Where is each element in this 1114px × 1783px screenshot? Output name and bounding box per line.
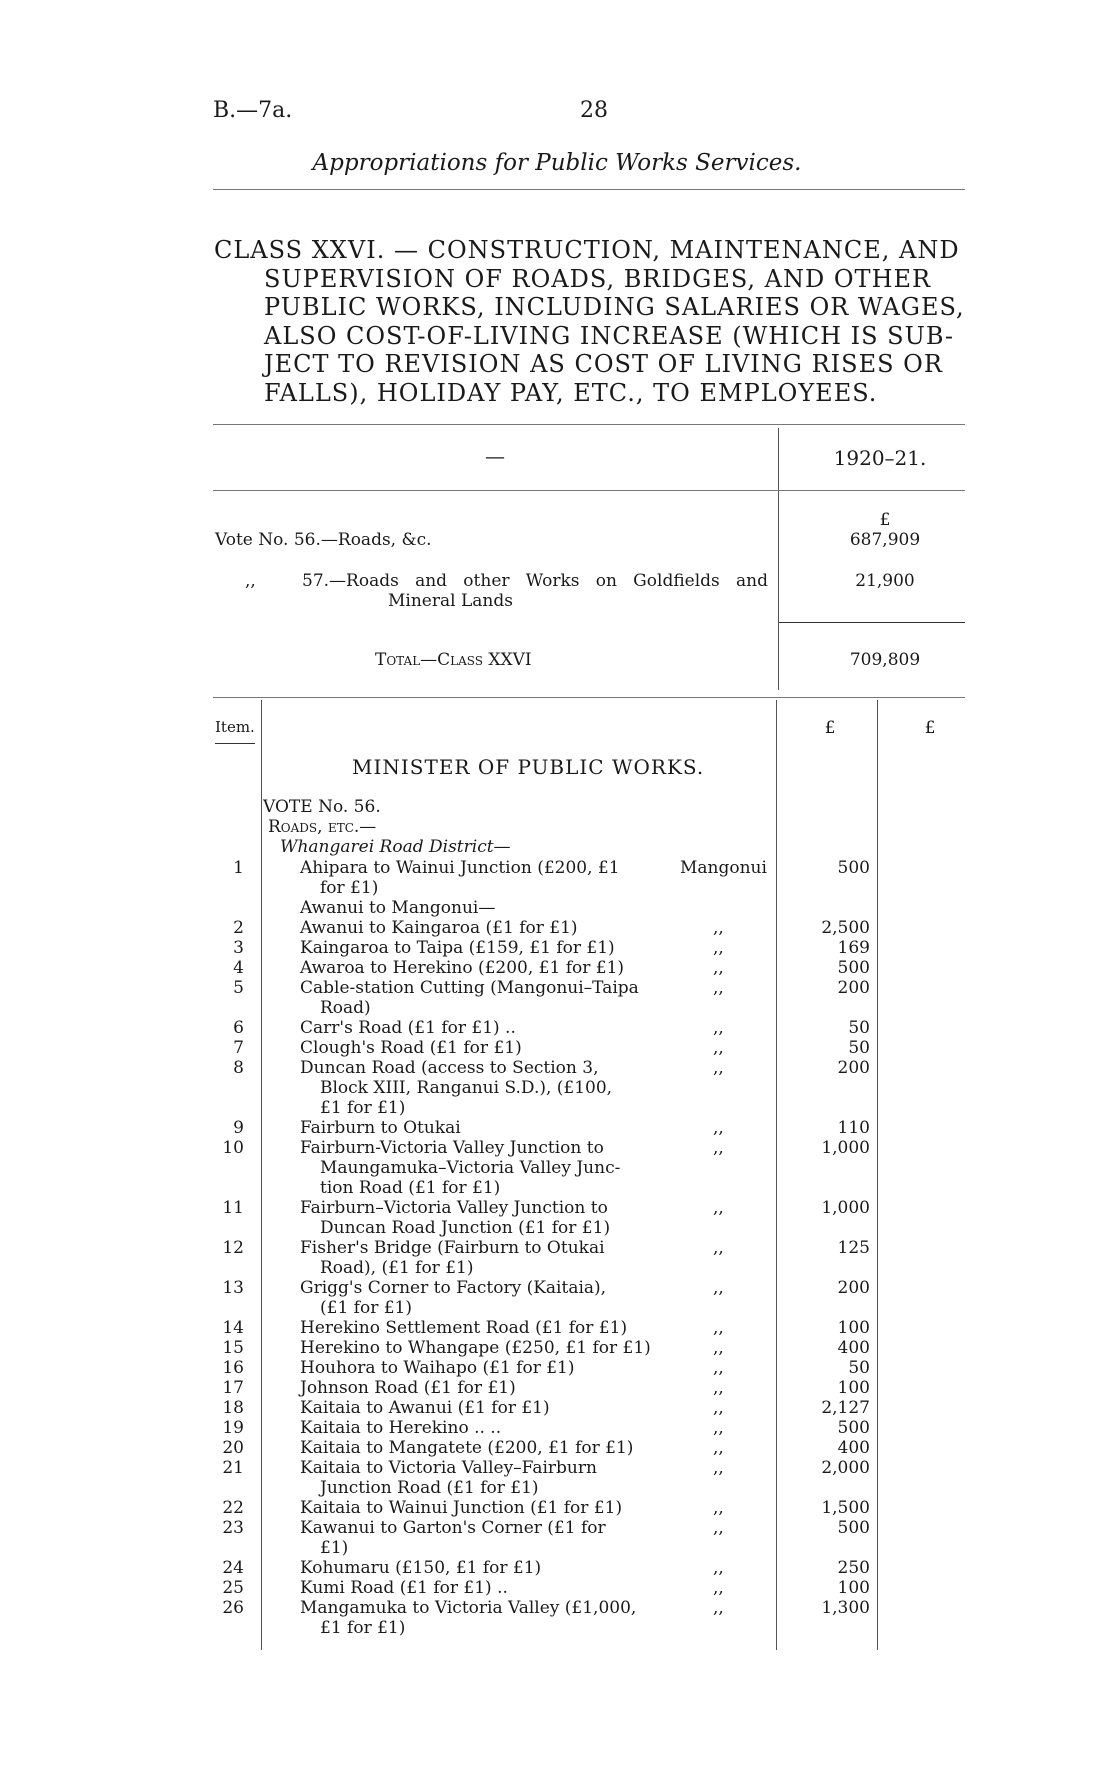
document-code: B.—7a. <box>213 98 293 123</box>
item-description: Awaroa to Herekino (£200, £1 for £1) <box>300 958 625 978</box>
item-header: Item. <box>215 718 255 736</box>
item-amount: 1,500 <box>821 1498 870 1518</box>
item-description: Kaitaia to Awanui (£1 for £1) <box>300 1398 550 1418</box>
total-amount: 709,809 <box>849 650 921 670</box>
item-amount: 2,000 <box>821 1458 870 1478</box>
class-title-line: SUPERVISION OF ROADS, BRIDGES, AND OTHER <box>264 264 932 293</box>
item-amount: 1,300 <box>821 1598 870 1618</box>
item-description: £1 for £1) <box>320 1618 406 1638</box>
total-column-divider <box>877 700 878 1650</box>
item-description: Fairburn to Otukai <box>300 1118 461 1138</box>
county-ditto: ,, <box>713 938 724 958</box>
amount-currency: £ <box>824 718 836 738</box>
county-ditto: ,, <box>713 1578 724 1598</box>
vote-56-label: Vote No. 56.—Roads, &c. <box>215 530 432 550</box>
county-ditto: ,, <box>713 1338 724 1358</box>
vote-57-label-cont: Mineral Lands <box>388 591 513 611</box>
item-description: Junction Road (£1 for £1) <box>320 1478 539 1498</box>
item-number: 3 <box>233 938 244 958</box>
item-number: 1 <box>233 858 244 878</box>
item-description: Kawanui to Garton's Corner (£1 for <box>300 1518 606 1538</box>
county-ditto: ,, <box>713 1318 724 1338</box>
summary-header-rule <box>213 490 965 491</box>
county-ditto: ,, <box>713 1018 724 1038</box>
item-description: Maungamuka–Victoria Valley Junc- <box>320 1158 621 1178</box>
item-amount: 2,127 <box>821 1398 870 1418</box>
item-description: Fisher's Bridge (Fairburn to Otukai <box>300 1238 605 1258</box>
item-amount: 500 <box>837 958 870 978</box>
county-name: Mangonui <box>680 858 767 878</box>
item-number: 7 <box>233 1038 244 1058</box>
item-number: 13 <box>222 1278 244 1298</box>
item-amount: 200 <box>837 1278 870 1298</box>
county-ditto: ,, <box>713 1558 724 1578</box>
total-currency: £ <box>924 718 936 738</box>
group-heading: Awanui to Mangonui— <box>300 898 496 918</box>
item-amount: 500 <box>837 858 870 878</box>
county-ditto: ,, <box>713 1518 724 1538</box>
item-amount: 200 <box>837 978 870 998</box>
county-ditto: ,, <box>713 1418 724 1438</box>
item-description: Kaitaia to Wainui Junction (£1 for £1) <box>300 1498 623 1518</box>
item-amount: 50 <box>848 1018 870 1038</box>
item-description: Herekino Settlement Road (£1 for £1) <box>300 1318 628 1338</box>
item-number: 18 <box>222 1398 244 1418</box>
item-description: Kumi Road (£1 for £1) .. <box>300 1578 508 1598</box>
item-amount: 50 <box>848 1358 870 1378</box>
item-amount: 100 <box>837 1318 870 1338</box>
item-description: Block XIII, Ranganui S.D.), (£100, <box>320 1078 613 1098</box>
county-ditto: ,, <box>713 1458 724 1478</box>
county-ditto: ,, <box>713 1358 724 1378</box>
item-number: 25 <box>222 1578 244 1598</box>
county-ditto: ,, <box>713 1398 724 1418</box>
item-number: 23 <box>222 1518 244 1538</box>
class-title-line: FALLS), HOLIDAY PAY, ETC., TO EMPLOYEES. <box>264 378 878 407</box>
item-description: Awanui to Kaingaroa (£1 for £1) <box>300 918 578 938</box>
item-number: 17 <box>222 1378 244 1398</box>
item-description: Carr's Road (£1 for £1) .. <box>300 1018 516 1038</box>
county-ditto: ,, <box>713 1118 724 1138</box>
item-number: 5 <box>233 978 244 998</box>
county-ditto: ,, <box>713 1438 724 1458</box>
summary-dash-header: — <box>485 444 505 468</box>
roads-heading: Roads, etc.— <box>268 817 377 837</box>
county-ditto: ,, <box>713 1378 724 1398</box>
item-number: 15 <box>222 1338 244 1358</box>
item-header-rule <box>215 743 255 744</box>
county-ditto: ,, <box>713 1058 724 1078</box>
item-description: tion Road (£1 for £1) <box>320 1178 501 1198</box>
vote-57-ditto: ,, <box>245 571 256 591</box>
county-ditto: ,, <box>713 918 724 938</box>
item-description: Kaitaia to Mangatete (£200, £1 for £1) <box>300 1438 634 1458</box>
item-amount: 250 <box>837 1558 870 1578</box>
item-amount: 200 <box>837 1058 870 1078</box>
district-heading: Whangarei Road District— <box>280 837 511 857</box>
header-divider <box>213 189 965 190</box>
item-amount: 400 <box>837 1338 870 1358</box>
subtotal-rule <box>779 622 965 623</box>
item-number: 9 <box>233 1118 244 1138</box>
vote-heading: VOTE No. 56. <box>263 797 381 817</box>
item-description: Fairburn–Victoria Valley Junction to <box>300 1198 608 1218</box>
item-number: 22 <box>222 1498 244 1518</box>
item-description: Herekino to Whangape (£250, £1 for £1) <box>300 1338 651 1358</box>
county-ditto: ,, <box>713 1278 724 1298</box>
item-amount: 125 <box>837 1238 870 1258</box>
item-description: Houhora to Waihapo (£1 for £1) <box>300 1358 575 1378</box>
item-description: Kaitaia to Herekino .. .. <box>300 1418 502 1438</box>
vote-57-amount: 21,900 <box>855 571 915 591</box>
total-label: Total—Class XXVI <box>375 650 532 670</box>
item-number: 4 <box>233 958 244 978</box>
item-description: (£1 for £1) <box>320 1298 412 1318</box>
county-ditto: ,, <box>713 1138 724 1158</box>
item-amount: 1,000 <box>821 1138 870 1158</box>
class-title <box>214 236 970 407</box>
item-number: 19 <box>222 1418 244 1438</box>
item-description: Cable-station Cutting (Mangonui–Taipa <box>300 978 639 998</box>
item-number: 10 <box>222 1138 244 1158</box>
item-number: 21 <box>222 1458 244 1478</box>
item-description: Grigg's Corner to Factory (Kaitaia), <box>300 1278 607 1298</box>
item-number: 2 <box>233 918 244 938</box>
item-description: Road), (£1 for £1) <box>320 1258 474 1278</box>
item-number: 12 <box>222 1238 244 1258</box>
item-amount: 500 <box>837 1418 870 1438</box>
item-description: Fairburn-Victoria Valley Junction to <box>300 1138 604 1158</box>
county-ditto: ,, <box>713 1498 724 1518</box>
item-number: 16 <box>222 1358 244 1378</box>
item-amount: 100 <box>837 1378 870 1398</box>
class-title-line: JECT TO REVISION AS COST OF LIVING RISES OR <box>264 350 943 378</box>
item-column-divider <box>261 700 262 1650</box>
item-amount: 1,000 <box>821 1198 870 1218</box>
minister-heading: MINISTER OF PUBLIC WORKS. <box>352 755 705 779</box>
amount-column-divider <box>776 700 777 1650</box>
item-number: 20 <box>222 1438 244 1458</box>
item-amount: 400 <box>837 1438 870 1458</box>
item-description: Mangamuka to Victoria Valley (£1,000, <box>300 1598 637 1618</box>
items-top-rule <box>213 697 965 698</box>
summary-currency: £ <box>879 510 891 530</box>
county-ditto: ,, <box>713 1238 724 1258</box>
county-ditto: ,, <box>713 978 724 998</box>
county-ditto: ,, <box>713 1038 724 1058</box>
summary-year-header: 1920–21. <box>833 446 927 470</box>
page-number: 28 <box>580 98 608 123</box>
item-description: Kohumaru (£150, £1 for £1) <box>300 1558 542 1578</box>
item-description: £1 for £1) <box>320 1098 406 1118</box>
class-title-line: CLASS XXVI. — CONSTRUCTION, MAINTENANCE, AND <box>214 236 960 264</box>
county-ditto: ,, <box>713 1598 724 1618</box>
item-description: Kaingaroa to Taipa (£159, £1 for £1) <box>300 938 615 958</box>
item-description: Ahipara to Wainui Junction (£200, £1 <box>300 858 620 878</box>
item-amount: 500 <box>837 1518 870 1538</box>
vote-57-label: 57.—Roads and other Works on Goldfields and <box>302 571 768 591</box>
summary-column-divider <box>778 428 779 690</box>
item-number: 24 <box>222 1558 244 1578</box>
class-title-line: ALSO COST-OF-LIVING INCREASE (WHICH IS SUB- <box>264 321 955 350</box>
item-amount: 2,500 <box>821 918 870 938</box>
item-amount: 50 <box>848 1038 870 1058</box>
item-number: 14 <box>222 1318 244 1338</box>
item-number: 26 <box>222 1598 244 1618</box>
item-number: 8 <box>233 1058 244 1078</box>
item-description: Johnson Road (£1 for £1) <box>300 1378 516 1398</box>
summary-top-rule <box>213 424 965 425</box>
item-description: Kaitaia to Victoria Valley–Fairburn <box>300 1458 597 1478</box>
page-title: Appropriations for Public Works Services. <box>312 150 802 176</box>
item-description: Duncan Road (access to Section 3, <box>300 1058 599 1078</box>
item-amount: 110 <box>837 1118 870 1138</box>
item-description: Duncan Road Junction (£1 for £1) <box>320 1218 611 1238</box>
item-description: Road) <box>320 998 371 1018</box>
item-amount: 100 <box>837 1578 870 1598</box>
item-description: for £1) <box>320 878 379 898</box>
item-number: 11 <box>222 1198 244 1218</box>
vote-56-amount: 687,909 <box>849 530 921 550</box>
county-ditto: ,, <box>713 958 724 978</box>
item-description: Clough's Road (£1 for £1) <box>300 1038 522 1058</box>
class-title-line: PUBLIC WORKS, INCLUDING SALARIES OR WAGES, <box>264 293 965 321</box>
county-ditto: ,, <box>713 1198 724 1218</box>
item-amount: 169 <box>837 938 870 958</box>
item-number: 6 <box>233 1018 244 1038</box>
item-description: £1) <box>320 1538 349 1558</box>
